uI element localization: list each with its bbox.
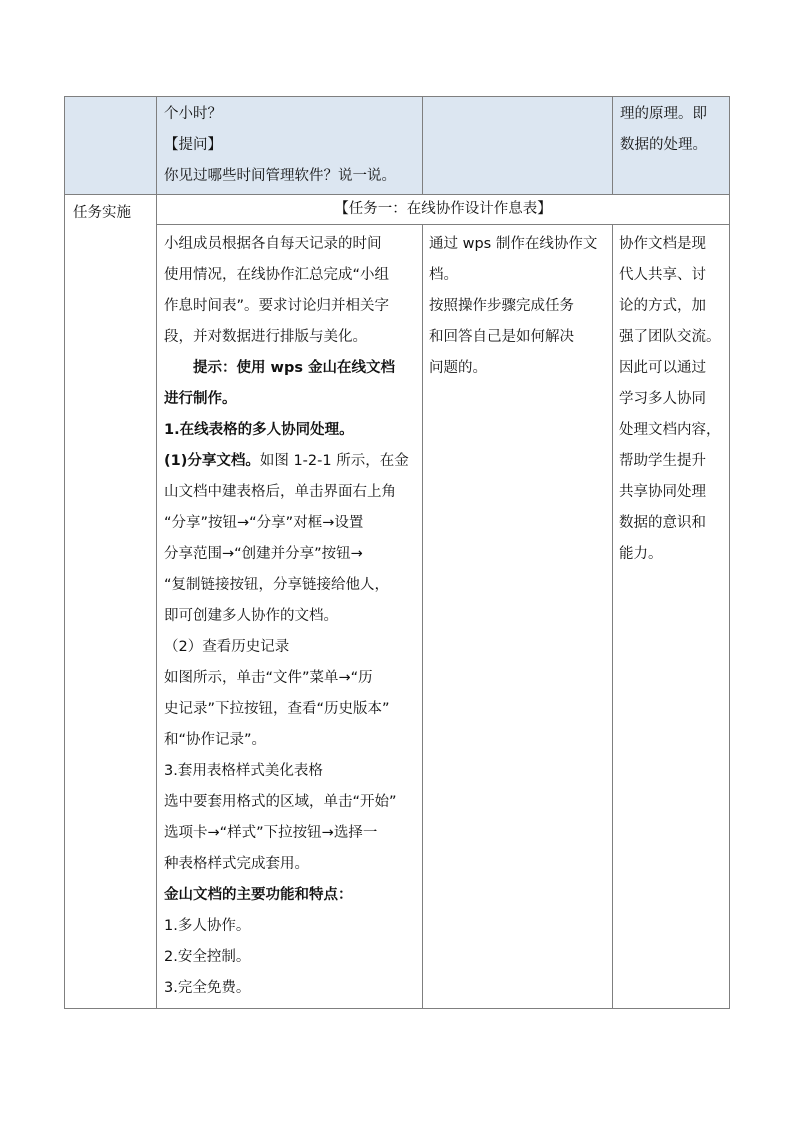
step-heading: 1.在线表格的多人协同处理。 [164, 422, 354, 438]
text-line: 协作文档是现 [619, 236, 706, 252]
text-line: 分享范围→“创建并分享”按钮→ [164, 546, 363, 562]
step-subheading: (1)分享文档。 [164, 453, 260, 469]
text-line: 你见过哪些时间管理软件？说一说。 [164, 168, 396, 184]
feature-item: 1.多人协作。 [164, 918, 251, 934]
text-line: 段，并对数据进行排版与美化。 [164, 329, 367, 345]
text-line: 通过 wps 制作在线协作文 [429, 236, 598, 252]
text-line: 小组成员根据各自每天记录的时间 [164, 236, 382, 252]
row1-intent-cell [613, 97, 730, 195]
step-heading: 3.套用表格样式美化表格 [164, 763, 323, 779]
design-intent-cell [613, 225, 730, 1009]
text-line: 按照操作步骤完成任务 [429, 298, 574, 314]
feature-item: 2.安全控制。 [164, 949, 251, 965]
text-line: 个小时？ [164, 106, 222, 122]
text-line: 种表格样式完成套用。 [164, 856, 309, 872]
text-line: 山文档中建表格后，单击界面右上角 [164, 484, 396, 500]
student-activity-cell [423, 225, 613, 1009]
text-line: 学习多人协同 [619, 391, 706, 407]
text-line: 如图所示，单击“文件”菜单→“历 [164, 670, 373, 686]
text-line: 作息时间表”。要求讨论归并相关字 [164, 298, 390, 314]
text-line: 和“协作记录”。 [164, 732, 267, 748]
text-line: 能力。 [619, 546, 663, 562]
text-line: “复制链接按钮，分享链接给他人， [164, 577, 390, 593]
task-title: 【任务一：在线协作设计作息表】 [334, 201, 552, 217]
task-title-cell [157, 195, 730, 225]
section-label: 任务实施 [73, 205, 131, 221]
text-line: 和回答自己是如何解决 [429, 329, 574, 345]
text-line: 使用情况，在线协作汇总完成“小组 [164, 267, 390, 283]
text-line: 帮助学生提升 [619, 453, 706, 469]
table-row [65, 225, 730, 1009]
text-line: 选中要套用格式的区域，单击“开始” [164, 794, 397, 810]
lesson-plan-table [64, 96, 730, 1009]
text-line: 档。 [429, 267, 458, 283]
text-line: 理的原理。即 [620, 106, 707, 122]
text-line: 即可创建多人协作的文档。 [164, 608, 338, 624]
hint-line: 进行制作。 [164, 391, 237, 407]
row1-activity-cell [157, 97, 423, 195]
text-line: 处理文档内容， [619, 422, 721, 438]
row1-student-cell [423, 97, 613, 195]
feature-item: 3.完全免费。 [164, 980, 251, 996]
step-heading: （2）查看历史记录 [164, 639, 290, 655]
text-line: 史记录”下拉按钮，查看“历史版本” [164, 701, 390, 717]
table-row [65, 195, 730, 225]
text-line: 论的方式，加 [619, 298, 706, 314]
text-line: 强了团队交流。 [619, 329, 721, 345]
step-line [164, 446, 416, 477]
text-line: “分享”按钮→“分享”对框→设置 [164, 515, 364, 531]
step-text: 如图 1-2-1 所示，在金 [259, 453, 409, 469]
text-line: 代人共享、讨 [619, 267, 706, 283]
hint-line: 提示：使用 wps 金山在线文档 [193, 360, 396, 376]
teacher-activity-cell [157, 225, 423, 1009]
text-line: 【提问】 [164, 137, 222, 153]
features-heading: 金山文档的主要功能和特点： [164, 887, 353, 903]
text-line: 选项卡→“样式”下拉按钮→选择一 [164, 825, 378, 841]
row-label-cell [65, 195, 157, 1009]
text-line: 数据的处理。 [620, 137, 707, 153]
text-line: 因此可以通过 [619, 360, 706, 376]
row1-label-cell [65, 97, 157, 195]
table-row [65, 97, 730, 195]
text-line: 数据的意识和 [619, 515, 706, 531]
text-line: 问题的。 [429, 360, 487, 376]
text-line: 共享协同处理 [619, 484, 706, 500]
